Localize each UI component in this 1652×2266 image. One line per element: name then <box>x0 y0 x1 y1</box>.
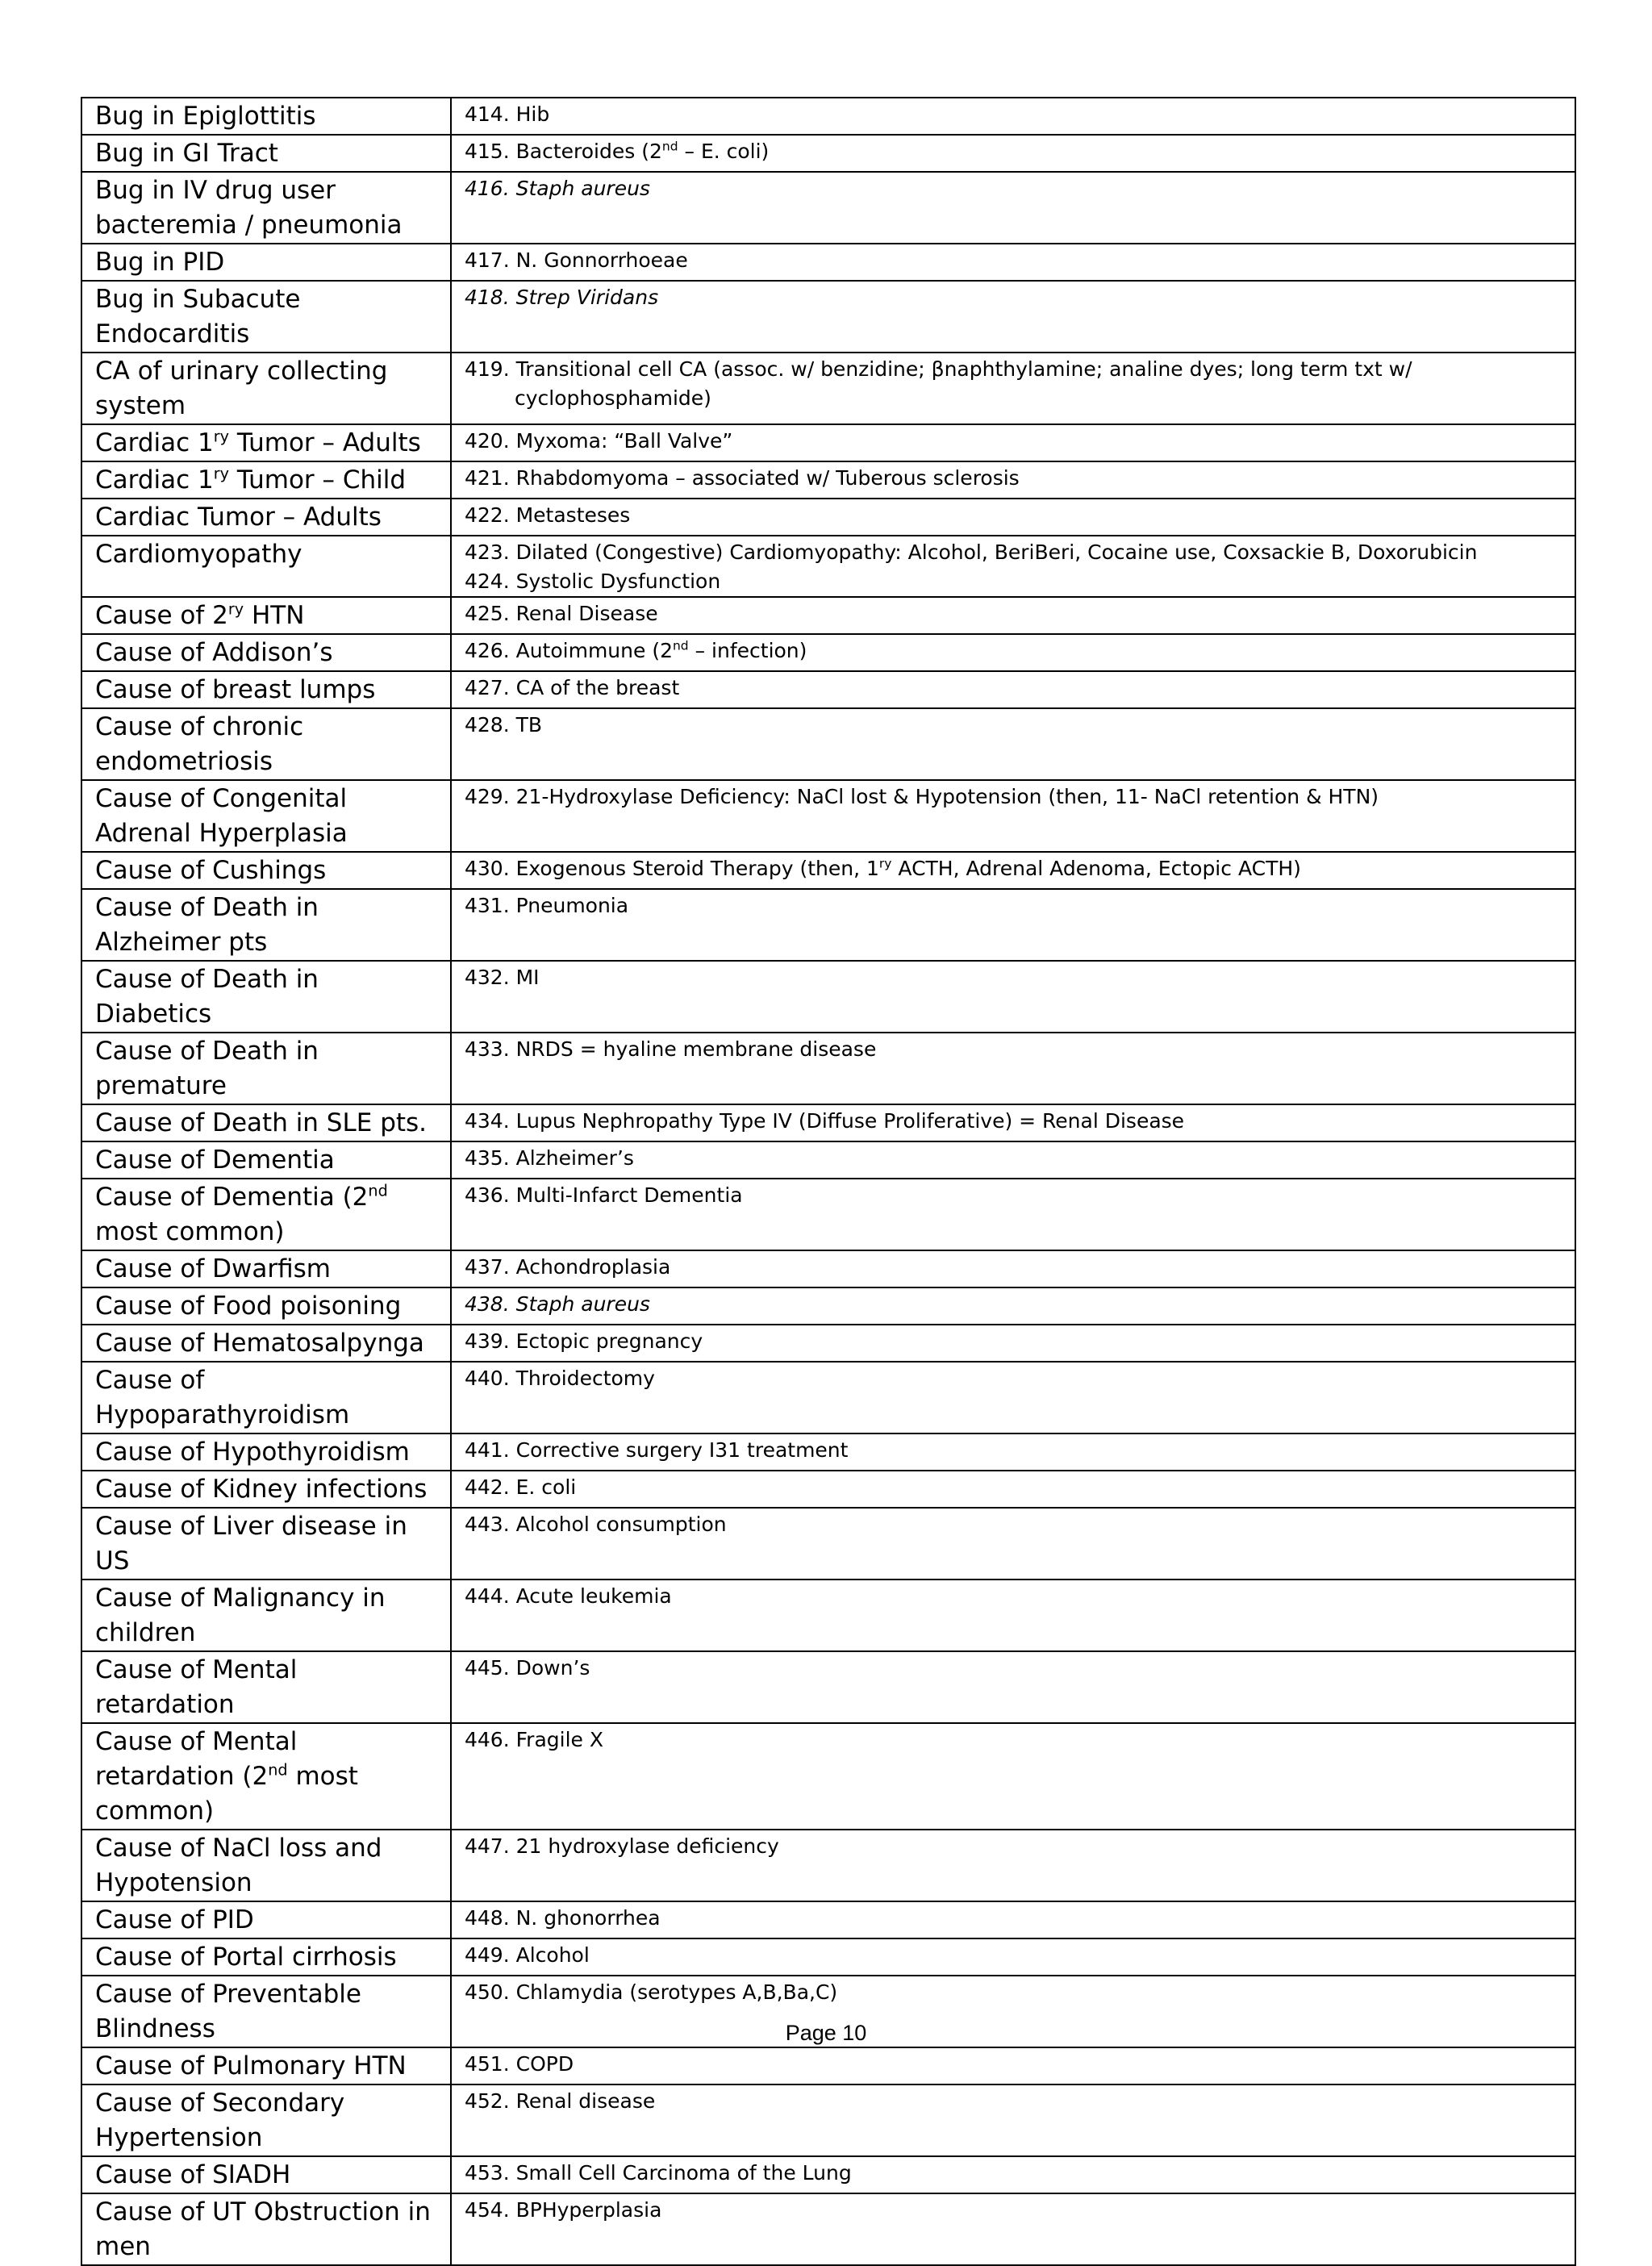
table-row <box>81 2193 1575 2265</box>
topic-cell: Cause of Hypothyroidism <box>81 1433 451 1471</box>
answer-cell <box>451 536 1575 597</box>
answer-cell <box>451 424 1575 461</box>
answer-line: 454. BPHyperplasia <box>465 2198 662 2222</box>
topic-cell: Cause of Portal cirrhosis <box>81 1938 451 1976</box>
topic-cell: Cause of Addison’s <box>81 634 451 671</box>
answer-cell <box>451 780 1575 852</box>
table-row <box>81 1033 1575 1104</box>
answer-cell <box>451 1325 1575 1362</box>
answer-cell <box>451 1250 1575 1287</box>
answer-cell <box>451 1433 1575 1471</box>
table-row <box>81 281 1575 353</box>
answer-cell <box>451 961 1575 1033</box>
answer-line: 443. Alcohol consumption <box>465 1513 727 1536</box>
table-row <box>81 1830 1575 1901</box>
qa-table-body <box>81 98 1575 2265</box>
answer-cell <box>451 172 1575 244</box>
answer-cell <box>451 2193 1575 2265</box>
answer-line: 449. Alcohol <box>465 1943 590 1967</box>
topic-cell: Bug in Subacute Endocarditis <box>81 281 451 353</box>
topic-cell: Cause of breast lumps <box>81 671 451 708</box>
topic-cell: Cause of chronic endometriosis <box>81 708 451 780</box>
answer-cell <box>451 281 1575 353</box>
table-row <box>81 2084 1575 2156</box>
page-number: Page 10 <box>785 2021 867 2045</box>
answer-line: 444. Acute leukemia <box>465 1584 672 1608</box>
table-row <box>81 244 1575 281</box>
answer-line: 433. NRDS = hyaline membrane disease <box>465 1037 877 1061</box>
table-row <box>81 852 1575 889</box>
answer-line: 423. Dilated (Congestive) Cardiomyopathy: Alcohol, BeriBeri, Cocaine use, Coxsackie B, Doxorubicin <box>465 540 1478 564</box>
table-row <box>81 2156 1575 2193</box>
answer-cell <box>451 889 1575 961</box>
table-row <box>81 671 1575 708</box>
answer-line: 452. Renal disease <box>465 2089 656 2113</box>
answer-line: 453. Small Cell Carcinoma of the Lung <box>465 2161 852 2185</box>
answer-line: 437. Achondroplasia <box>465 1255 671 1279</box>
table-row <box>81 499 1575 536</box>
answer-cell <box>451 135 1575 172</box>
topic-cell: Cause of Secondary Hypertension <box>81 2084 451 2156</box>
answer-cell <box>451 2084 1575 2156</box>
table-row <box>81 889 1575 961</box>
answer-cell <box>451 353 1575 424</box>
answer-cell <box>451 1938 1575 1976</box>
superscript: nd <box>672 638 689 653</box>
answer-line: 440. Throidectomy <box>465 1367 655 1390</box>
topic-cell: Cause of $2^{ry}$ HTN <box>81 597 451 634</box>
answer-cell <box>451 499 1575 536</box>
topic-cell: Cause of Kidney infections <box>81 1471 451 1508</box>
answer-cell <box>451 1104 1575 1141</box>
table-row <box>81 1508 1575 1580</box>
answer-cell <box>451 2156 1575 2193</box>
table-row <box>81 1471 1575 1508</box>
answer-line: 429. 21-Hydroxylase Deficiency: NaCl lost & Hypotension (then, 11- NaCl retention & HTN) <box>465 785 1379 808</box>
table-row <box>81 172 1575 244</box>
topic-cell: Cause of SIADH <box>81 2156 451 2193</box>
answer-cell <box>451 1033 1575 1104</box>
table-row <box>81 1141 1575 1179</box>
table-row <box>81 597 1575 634</box>
topic-cell: CA of urinary collecting system <box>81 353 451 424</box>
answer-cell <box>451 98 1575 135</box>
answer-line: 442. E. coli <box>465 1475 577 1499</box>
superscript: nd <box>661 139 678 154</box>
answer-line: 448. N. ghonorrhea <box>465 1906 661 1930</box>
topic-cell: Cause of Preventable Blindness <box>81 1976 451 2047</box>
table-row <box>81 961 1575 1033</box>
table-row <box>81 708 1575 780</box>
answer-cell <box>451 671 1575 708</box>
answer-line: 428. TB <box>465 713 543 737</box>
answer-line: 422. Metasteses <box>465 503 631 527</box>
topic-cell: Cause of Death in Diabetics <box>81 961 451 1033</box>
answer-line: 441. Corrective surgery I31 treatment <box>465 1438 849 1462</box>
answer-cell <box>451 1580 1575 1651</box>
table-row <box>81 1179 1575 1250</box>
answer-line: 439. Ectopic pregnancy <box>465 1329 703 1353</box>
topic-cell: Cause of Dementia <box>81 1141 451 1179</box>
answer-cell <box>451 1651 1575 1723</box>
answer-cell <box>451 244 1575 281</box>
superscript: ry <box>213 427 230 446</box>
answer-line: 436. Multi-Infarct Dementia <box>465 1183 743 1207</box>
answer-line: 420. Myxoma: “Ball Valve” <box>465 429 733 453</box>
table-row <box>81 1723 1575 1830</box>
answer-line: 445. Down’s <box>465 1656 590 1680</box>
answer-cell <box>451 1141 1575 1179</box>
answer-line: 415. Bacteroides (2nd – E. coli) <box>465 139 770 163</box>
answer-line: 414. Hib <box>465 102 550 126</box>
table-row <box>81 2047 1575 2084</box>
answer-cell <box>451 1508 1575 1580</box>
topic-cell: Cause of Cushings <box>81 852 451 889</box>
topic-cell: Bug in PID <box>81 244 451 281</box>
answer-line: 418. Strep Viridans <box>465 286 659 309</box>
answer-line: 432. MI <box>465 966 540 989</box>
answer-line: 424. Systolic Dysfunction <box>465 570 721 593</box>
table-row <box>81 634 1575 671</box>
topic-cell: Cause of NaCl loss and Hypotension <box>81 1830 451 1901</box>
topic-cell: Cardiac $1^{ry}$ Tumor – Adults <box>81 424 451 461</box>
answer-line: 446. Fragile X <box>465 1728 603 1751</box>
topic-cell: Cause of Food poisoning <box>81 1287 451 1325</box>
table-row <box>81 1104 1575 1141</box>
table-row <box>81 1580 1575 1651</box>
table-row <box>81 536 1575 597</box>
topic-cell: Cause of Malignancy in children <box>81 1580 451 1651</box>
table-row <box>81 1433 1575 1471</box>
table-row <box>81 1362 1575 1433</box>
table-row <box>81 1325 1575 1362</box>
superscript: ry <box>227 599 244 619</box>
answer-cell <box>451 2047 1575 2084</box>
topic-cell: Cause of Death in SLE pts. <box>81 1104 451 1141</box>
answer-cell <box>451 461 1575 499</box>
table-row <box>81 135 1575 172</box>
answer-cell <box>451 1362 1575 1433</box>
answer-cell <box>451 852 1575 889</box>
answer-line: 416. Staph aureus <box>465 177 650 200</box>
superscript: ry <box>878 856 892 871</box>
table-row <box>81 461 1575 499</box>
qa-table <box>81 97 1576 2266</box>
answer-cell <box>451 708 1575 780</box>
topic-cell: Cause of PID <box>81 1901 451 1938</box>
answer-cell <box>451 1471 1575 1508</box>
answer-line: 451. COPD <box>465 2052 574 2076</box>
table-row <box>81 1250 1575 1287</box>
topic-cell: Cause of Pulmonary HTN <box>81 2047 451 2084</box>
answer-line: 426. Autoimmune (2nd – infection) <box>465 638 807 662</box>
answer-line: 421. Rhabdomyoma – associated w/ Tuberous sclerosis <box>465 466 1020 490</box>
answer-line: 450. Chlamydia (serotypes A,B,Ba,C) <box>465 1980 838 2004</box>
superscript: ry <box>213 464 230 483</box>
table-row <box>81 98 1575 135</box>
answer-line: 417. N. Gonnorrhoeae <box>465 248 688 272</box>
topic-cell: Bug in Epiglottitis <box>81 98 451 135</box>
topic-cell: Cause of Dementia (2nd most common) <box>81 1179 451 1250</box>
answer-line: 425. Renal Disease <box>465 602 658 625</box>
answer-cell <box>451 1901 1575 1938</box>
answer-line: 419. Transitional cell CA (assoc. w/ benzidine; βnaphthylamine; analine dyes; long term txt w/ <box>465 357 1412 381</box>
table-row <box>81 780 1575 852</box>
topic-cell: Cause of Hematosalpynga <box>81 1325 451 1362</box>
answer-line: 438. Staph aureus <box>465 1292 650 1316</box>
table-row <box>81 424 1575 461</box>
answer-line: 431. Pneumonia <box>465 894 629 917</box>
topic-cell: Cardiac Tumor – Adults <box>81 499 451 536</box>
topic-cell: Cause of Liver disease in US <box>81 1508 451 1580</box>
answer-line: 427. CA of the breast <box>465 676 680 699</box>
answer-line: 430. Exogenous Steroid Therapy (then, $1^{ry}$ ACTH, Adrenal Adenoma, Ectopic ACTH) <box>465 856 1301 880</box>
answer-cell <box>451 1723 1575 1830</box>
topic-cell: Cause of Mental retardation <box>81 1651 451 1723</box>
answer-cell <box>451 1179 1575 1250</box>
table-row <box>81 1938 1575 1976</box>
superscript: nd <box>268 1760 288 1780</box>
answer-cell <box>451 597 1575 634</box>
topic-cell: Bug in IV drug user bacteremia / pneumonia <box>81 172 451 244</box>
answer-line: 435. Alzheimer’s <box>465 1146 634 1170</box>
topic-cell: Cause of Death in premature <box>81 1033 451 1104</box>
topic-cell: Cause of Death in Alzheimer pts <box>81 889 451 961</box>
topic-cell: Cause of Congenital Adrenal Hyperplasia <box>81 780 451 852</box>
answer-line: cyclophosphamide) <box>515 386 711 410</box>
topic-cell: Cause of Mental retardation (2nd most common) <box>81 1723 451 1830</box>
topic-cell: Cause of Dwarfism <box>81 1250 451 1287</box>
topic-cell: Cause of UT Obstruction in men <box>81 2193 451 2265</box>
table-row <box>81 1651 1575 1723</box>
topic-cell: Bug in GI Tract <box>81 135 451 172</box>
topic-cell: Cardiac $1^{ry}$ Tumor – Child <box>81 461 451 499</box>
table-row <box>81 1287 1575 1325</box>
superscript: nd <box>368 1181 388 1200</box>
table-row <box>81 353 1575 424</box>
answer-cell <box>451 634 1575 671</box>
table-row <box>81 1901 1575 1938</box>
answer-cell <box>451 1830 1575 1901</box>
topic-cell: Cardiomyopathy <box>81 536 451 597</box>
topic-cell: Cause of Hypoparathyroidism <box>81 1362 451 1433</box>
answer-cell <box>451 1287 1575 1325</box>
answer-line: 434. Lupus Nephropathy Type IV (Diffuse Proliferative) = Renal Disease <box>465 1109 1185 1133</box>
answer-line: 447. 21 hydroxylase deficiency <box>465 1834 779 1858</box>
